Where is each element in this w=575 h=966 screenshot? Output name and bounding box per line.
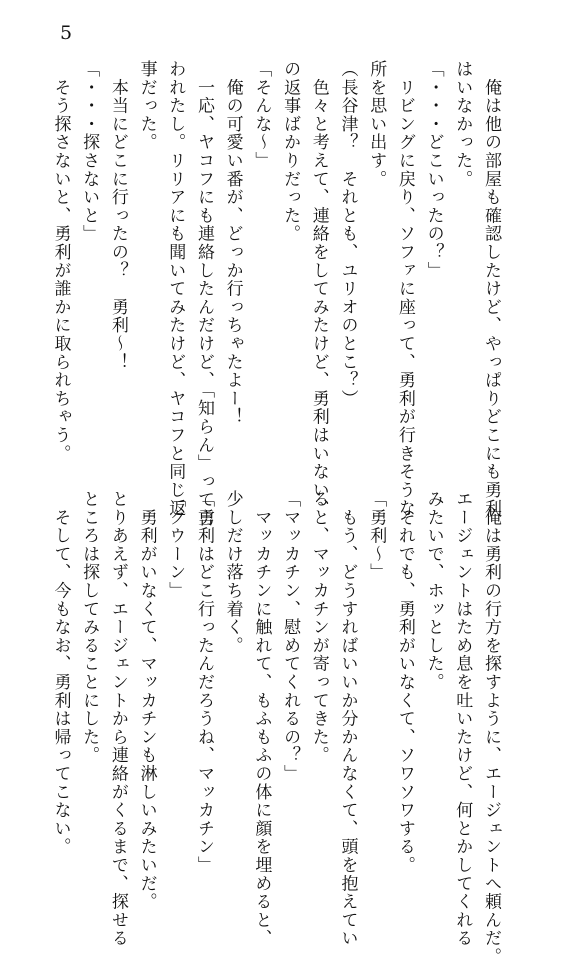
text-line: 俺の可愛い番が、どっか行っちゃたよー！ bbox=[222, 60, 243, 426]
text-line: われたし。リリアにも聞いてみたけど、ヤコフと同じ返 bbox=[165, 60, 186, 518]
page-number: 5 bbox=[60, 22, 73, 44]
text-line: 所を思い出す。 bbox=[366, 60, 387, 189]
text-line: リビングに戻り、ソファに座って、勇利が行きそうな bbox=[394, 60, 415, 518]
text-line: （長谷津？ それとも、ユリオのとこ？） bbox=[337, 60, 358, 408]
text-line: 事だった。 bbox=[136, 60, 157, 152]
text-line: そして、今もなお、勇利は帰ってこない。 bbox=[50, 490, 71, 856]
text-line: 俺は他の部屋も確認したけど、やっぱりどこにも勇利 bbox=[481, 60, 501, 518]
text-line: 色々と考えて、連絡をしてみたけど、勇利はいない、 bbox=[308, 60, 329, 518]
text-line: 勇利がいなくて、マッカチンも淋しいみたいだ。 bbox=[136, 490, 157, 911]
text-line: エージェントはため息を吐いたけど、何とかしてくれる bbox=[452, 490, 473, 948]
text-line: 本当にどこに行ったの？ 勇利〜！ bbox=[107, 60, 128, 372]
text-line: とりあえず、エージェントから連絡がくるまで、探せる bbox=[107, 490, 128, 948]
text-block-bottom bbox=[50, 490, 505, 966]
text-line: 「クウーン」 bbox=[165, 490, 186, 600]
text-line: 一応、ヤコフにも連絡したんだけど、「知らん」って言 bbox=[193, 60, 214, 528]
text-line: 俺は勇利の行方を探すように、エージェントへ頼んだ。 bbox=[481, 490, 501, 966]
text-line: 「・・・どこいったの？」 bbox=[423, 60, 444, 280]
text-line: の返事ばかりだった。 bbox=[280, 60, 301, 243]
text-line: もう、どうすればいいか分かんなくて、頭を抱えてい bbox=[337, 490, 358, 948]
text-block-top bbox=[50, 60, 505, 528]
text-line: そう探さないと、勇利が誰かに取られちゃう。 bbox=[50, 60, 71, 463]
text-line: 少しだけ落ち着く。 bbox=[222, 490, 243, 655]
text-line: 「そんな〜」 bbox=[251, 60, 272, 170]
text-line: マッカチンに触れて、もふもふの体に顔を埋めると、 bbox=[251, 490, 272, 948]
text-line: 「・・・探さないと」 bbox=[79, 60, 100, 243]
text-line: はいなかった。 bbox=[452, 60, 473, 189]
text-line: 「勇利〜」 bbox=[366, 490, 387, 582]
text-line: 「マッカチン、慰めてくれるの？」 bbox=[280, 490, 301, 783]
text-line: ると、マッカチンが寄ってきた。 bbox=[308, 490, 329, 765]
text-line: みたいで、ホッとした。 bbox=[423, 490, 444, 692]
text-line: それでも、勇利がいなくて、ソワソワする。 bbox=[394, 490, 415, 875]
text-line: ところは探してみることにした。 bbox=[79, 490, 100, 765]
text-line: 「勇利はどこ行ったんだろうね、マッカチン」 bbox=[193, 490, 214, 875]
